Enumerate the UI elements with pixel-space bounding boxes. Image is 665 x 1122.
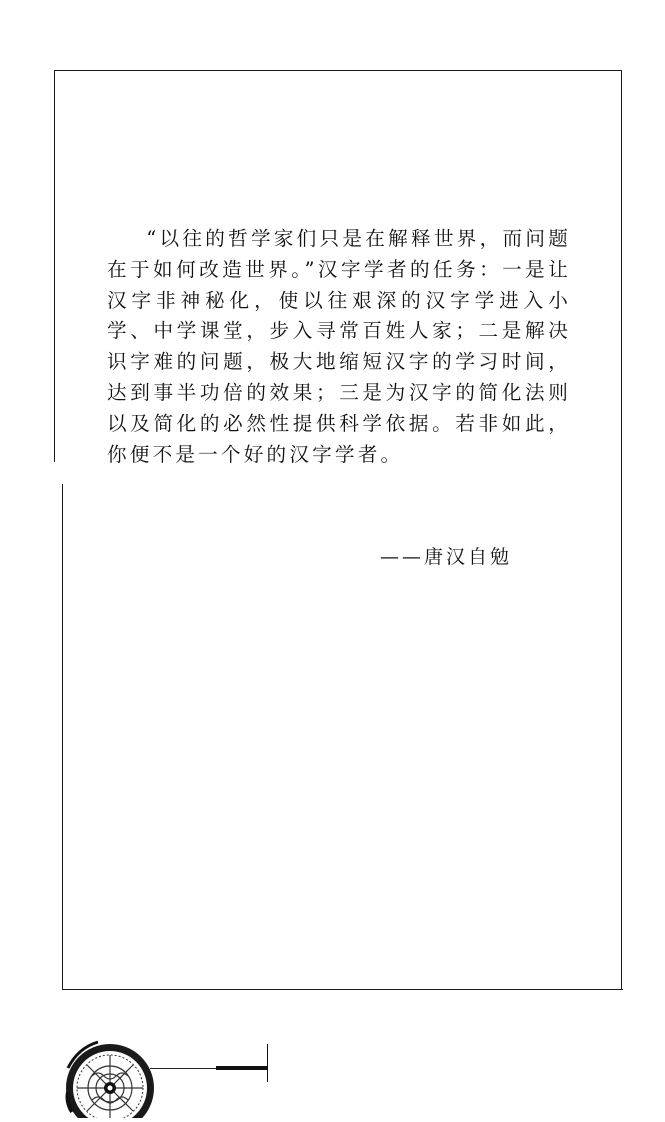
- signature: ——唐汉自勉: [380, 546, 513, 568]
- footer-bar: [216, 1066, 268, 1070]
- seal-emblem-icon: [62, 1028, 158, 1118]
- page-frame-left-upper: [54, 70, 55, 462]
- footer-tick: [267, 1044, 268, 1082]
- page-frame-right: [621, 70, 622, 990]
- quote-paragraph: “以往的哲学家们只是在解释世界，而问题在于如何改造世界。”汉字学者的任务：一是让汉字非神秘化，使以往艰深的汉字学进入小学、中学课堂，步入寻常百姓人家；二是解决识字难的问题，极大地缩短汉字的学习时间，达到事半功倍的效果；三是为汉字的简化法则以及简化的必然性提供科学依据。若非如此，你便不是一个好的汉字学者。: [107, 227, 571, 466]
- page-frame-bottom: [62, 989, 623, 990]
- page-frame-top: [54, 70, 622, 71]
- page-frame-left-lower: [62, 484, 63, 990]
